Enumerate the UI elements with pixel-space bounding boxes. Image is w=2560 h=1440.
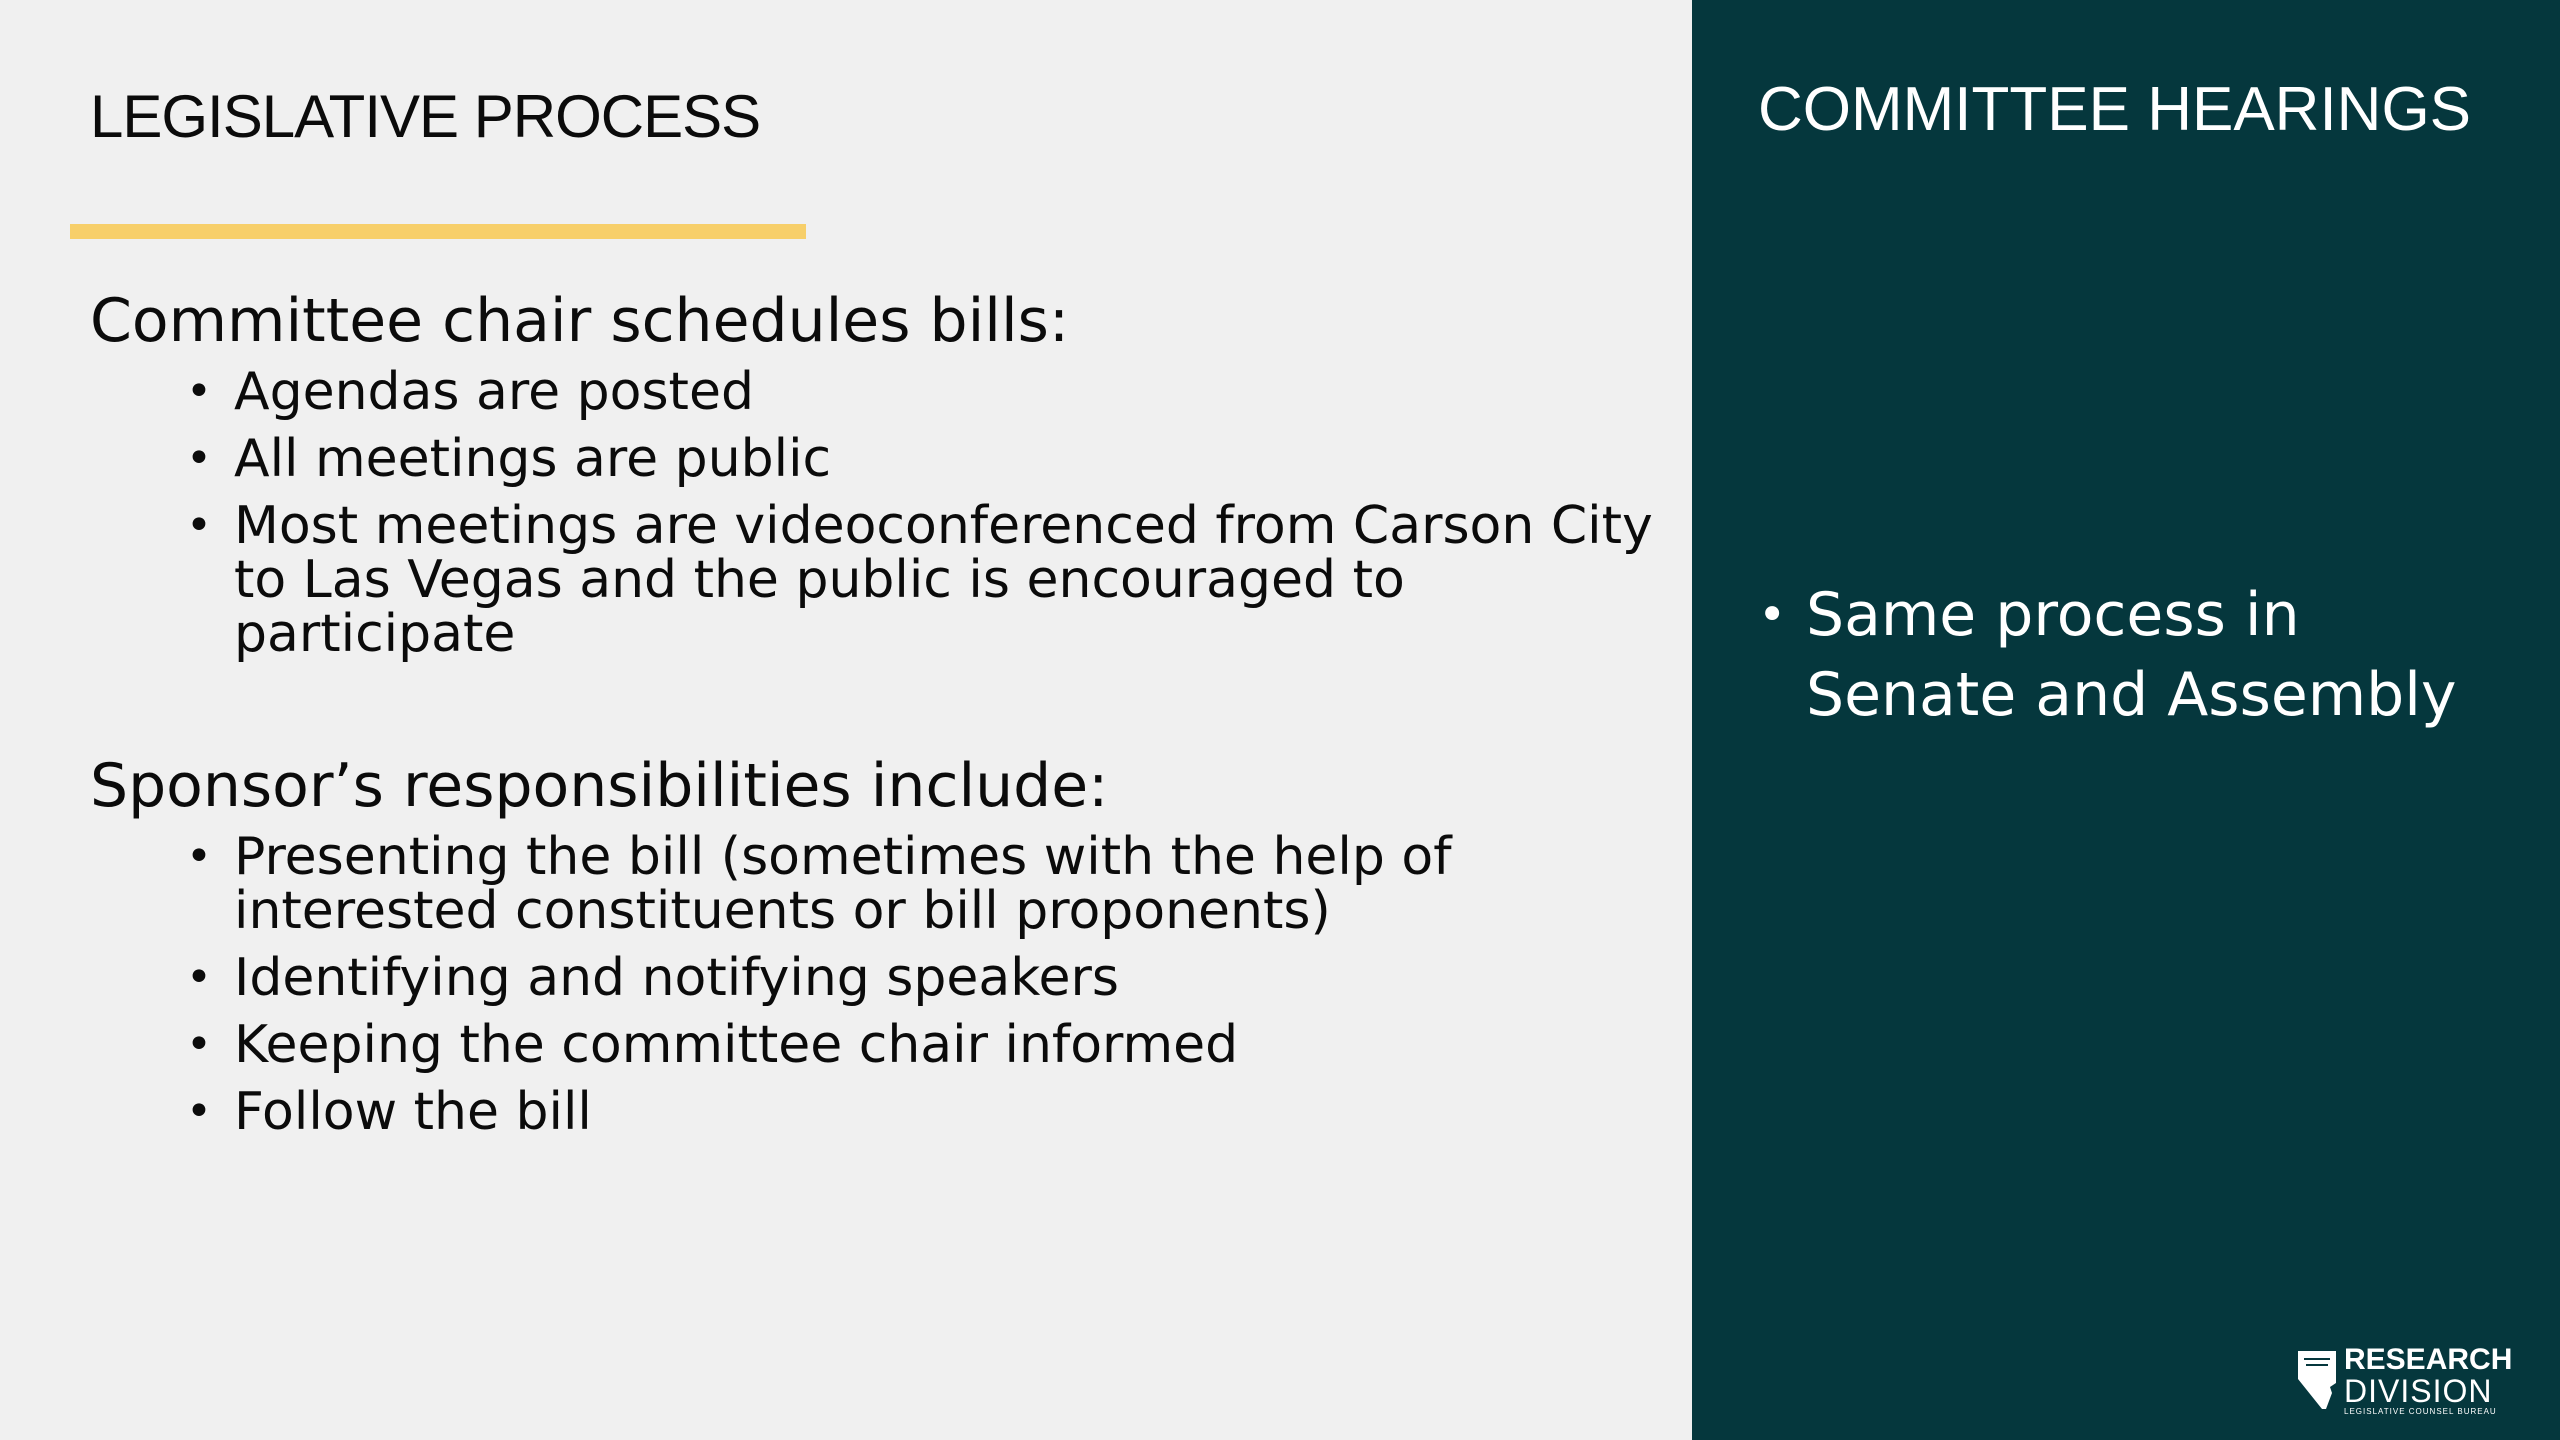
bullet-list xyxy=(90,827,1680,1142)
bullet-item xyxy=(90,1082,1680,1142)
slide-title: LEGISLATIVE PROCESS xyxy=(90,83,761,150)
bullet-list xyxy=(90,362,1680,664)
section-heading: Sponsor’s responsibilities include: xyxy=(90,751,1109,821)
bullet-item xyxy=(90,429,1680,489)
section-committee-chair xyxy=(90,285,1680,674)
bullet-item xyxy=(90,827,1680,941)
bullet-dot-icon: • xyxy=(186,952,212,1003)
logo-text xyxy=(2344,1342,2513,1416)
bullet-text: All meetings are public xyxy=(234,429,832,489)
bullet-text: Identifying and notifying speakers xyxy=(234,948,1119,1008)
section-sponsor-responsibilities xyxy=(90,750,1680,1152)
title-accent-bar xyxy=(70,224,806,239)
bullet-item xyxy=(90,362,1680,422)
bullet-item xyxy=(90,948,1680,1008)
logo-text-division: DIVISION xyxy=(2344,1372,2493,1409)
right-sidebar-panel xyxy=(1692,0,2560,1440)
bullet-dot-icon: • xyxy=(186,366,212,417)
bullet-dot-icon: • xyxy=(186,831,212,882)
nevada-state-outline-icon xyxy=(2296,1347,2340,1413)
section-heading: Committee chair schedules bills: xyxy=(90,286,1070,356)
logo-text-lcb: LEGISLATIVE COUNSEL BUREAU xyxy=(2344,1406,2497,1416)
bullet-dot-icon: • xyxy=(186,433,212,484)
bullet-text: Follow the bill xyxy=(234,1082,592,1142)
sidebar-bullet-item xyxy=(1758,575,2518,735)
bullet-text: Presenting the bill (sometimes with the help of interested constituents or bill proponents) xyxy=(234,827,1452,941)
sidebar-title: COMMITTEE HEARINGS xyxy=(1758,75,2472,144)
sidebar-bullet-list xyxy=(1758,575,2518,735)
bullet-item xyxy=(90,496,1680,664)
logo-text-research: RESEARCH xyxy=(2344,1342,2513,1376)
bullet-dot-icon: • xyxy=(186,1019,212,1070)
bullet-dot-icon: • xyxy=(1758,587,1787,643)
bullet-text: Most meetings are videoconferenced from Carson City to Las Vegas and the public is encouraged to participate xyxy=(234,496,1653,664)
sidebar-bullet-text: Same process in Senate and Assembly xyxy=(1806,580,2457,730)
bullet-text: Agendas are posted xyxy=(234,362,754,422)
bullet-dot-icon: • xyxy=(186,500,212,551)
bullet-dot-icon: • xyxy=(186,1086,212,1137)
bullet-item xyxy=(90,1015,1680,1075)
bullet-text: Keeping the committee chair informed xyxy=(234,1015,1239,1075)
research-division-logo xyxy=(2296,1344,2526,1416)
